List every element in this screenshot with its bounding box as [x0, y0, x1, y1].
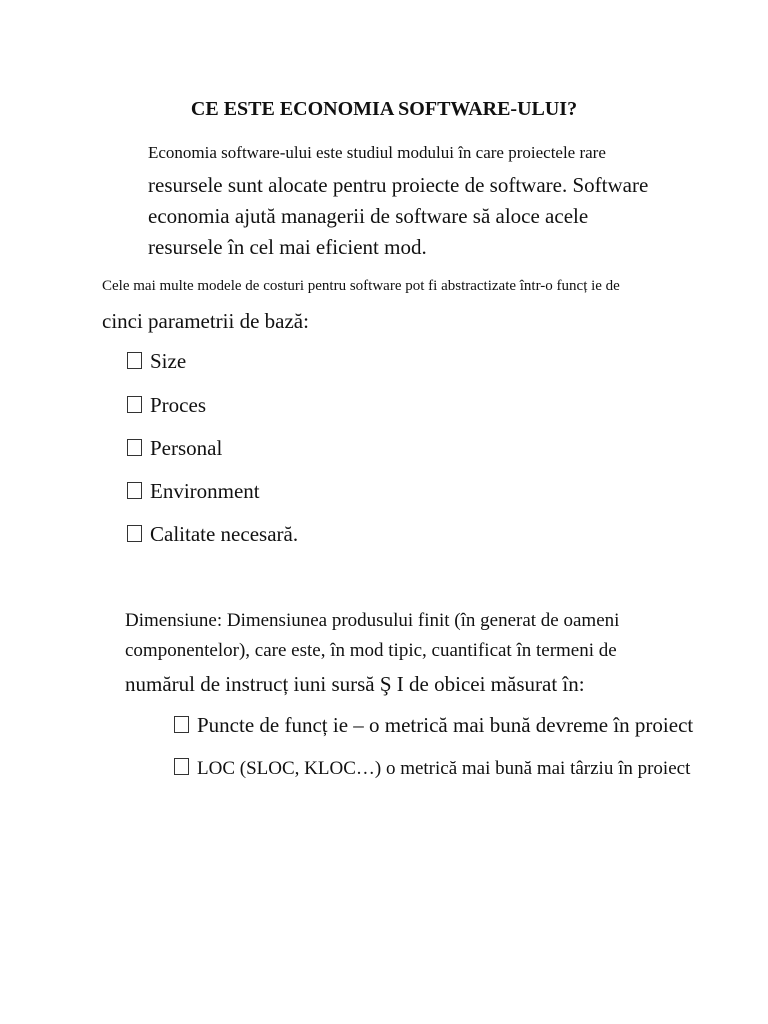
intro-line-3: economia ajută managerii de software să aloce acele [148, 204, 589, 228]
param-item [127, 479, 260, 504]
checkbox-icon [127, 482, 142, 499]
intro-line-4: resursele în cel mai eficient mod. [148, 235, 427, 259]
intro-line-2: resursele sunt alocate pentru proiecte de software. Software [148, 173, 649, 197]
metric-label: LOC (SLOC, KLOC…) o metrică mai bună mai târziu în proiect [197, 758, 691, 779]
dimension-line-3: numărul de instrucț iuni sursă Ş I de obicei măsurat în: [125, 672, 585, 696]
dimension-line-2: componentelor), care este, în mod tipic, cuantificat în termeni de [125, 640, 617, 661]
param-item [127, 393, 206, 418]
checkbox-icon [174, 716, 189, 733]
metric-item [174, 713, 693, 738]
document-title: CE ESTE ECONOMIA SOFTWARE-ULUI? [190, 98, 578, 120]
param-label: Personal [150, 436, 223, 460]
metric-label: Puncte de funcț ie – o metrică mai bună devreme în proiect [197, 713, 694, 737]
metric-item [174, 758, 690, 780]
params-intro-line-1: Cele mai multe modele de costuri pentru software pot fi abstractizate într-o funcț ie de [102, 278, 620, 294]
param-label: Environment [150, 479, 260, 503]
intro-line-1: Economia software-ului este studiul modului în care proiectele rare [148, 143, 606, 162]
param-label: Size [150, 349, 187, 373]
param-label: Calitate necesară. [150, 522, 299, 546]
checkbox-icon [174, 758, 189, 775]
param-item [127, 436, 222, 461]
checkbox-icon [127, 352, 142, 369]
param-item [127, 522, 298, 547]
checkbox-icon [127, 396, 142, 413]
checkbox-icon [127, 439, 142, 456]
checkbox-icon [127, 525, 142, 542]
param-item [127, 349, 186, 374]
param-label: Proces [150, 393, 206, 417]
dimension-line-1: Dimensiune: Dimensiunea produsului finit (în generat de oameni [125, 610, 620, 631]
params-intro-line-2: cinci parametrii de bază: [102, 309, 309, 333]
